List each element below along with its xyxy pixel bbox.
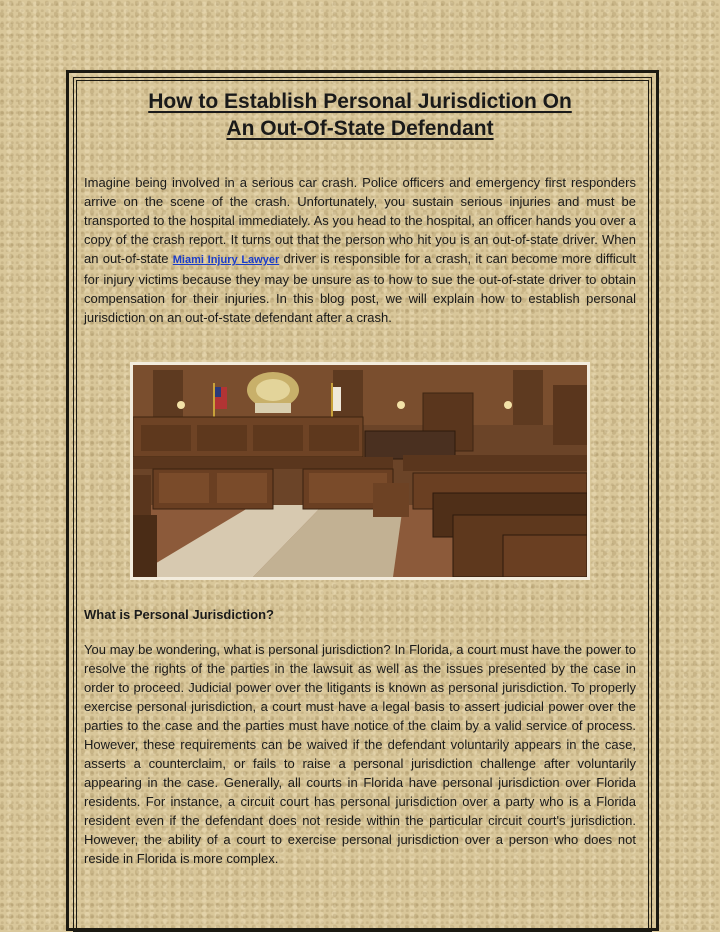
article-title — [84, 88, 636, 142]
courtroom-photo — [130, 362, 590, 580]
section-paragraph: You may be wondering, what is personal jurisdiction? In Florida, a court must have the power to resolve the rights of the parties in the lawsuit as well as the issues presented by the case in order to proceed. Judicial power over the litigants is known as personal jurisdiction. To properly exercise personal jurisdiction, a court must have a legal basis to assert judicial power over the parties to the case and the parties must have notice of the claim by a valid service of process. However, these requirements can be waived if the defendant voluntarily appears in the case, asserts a counterclaim, or fails to raise a personal jurisdiction challenge after voluntarily appearing in the case. Generally, all courts in Florida have personal jurisdiction over Florida residents. For instance, a circuit court has personal jurisdiction over a party who is a Florida resident even if the defendant does not reside within the particular circuit court's jurisdiction. However, the ability of a court to exercise personal jurisdiction over a person who does not reside in Florida is more complex. — [84, 642, 636, 866]
intro-text-part-1: Imagine being involved in a serious car crash. Police officers and emergency first responders arrive on the scene of the crash. Unfortunately, you sustain serious injuries and must be transported to the hospital immediately. As you head to the hospital, an officer hands you over a copy of the crash report. It turns out that the person who hit you is an out-of-state driver. When an out-of-state — [84, 175, 636, 266]
intro-paragraph — [84, 173, 636, 327]
article-title-line-2: An Out-Of-State Defendant — [226, 117, 494, 140]
courtroom-illustration — [133, 365, 587, 577]
intro-text-part-2: driver is responsible for a crash, it can become more difficult for injury victims because they may be unsure as to how to sue the out-of-state driver to obtain compensation for their injuries. In this blog post, we will explain how to establish personal jurisdiction on an out-of-state defendant after a crash. — [84, 251, 636, 325]
miami-injury-lawyer-link[interactable]: Miami Injury Lawyer — [172, 254, 280, 266]
section-heading: What is Personal Jurisdiction? — [84, 607, 274, 622]
article-title-line-1: How to Establish Personal Jurisdiction On — [148, 90, 572, 113]
